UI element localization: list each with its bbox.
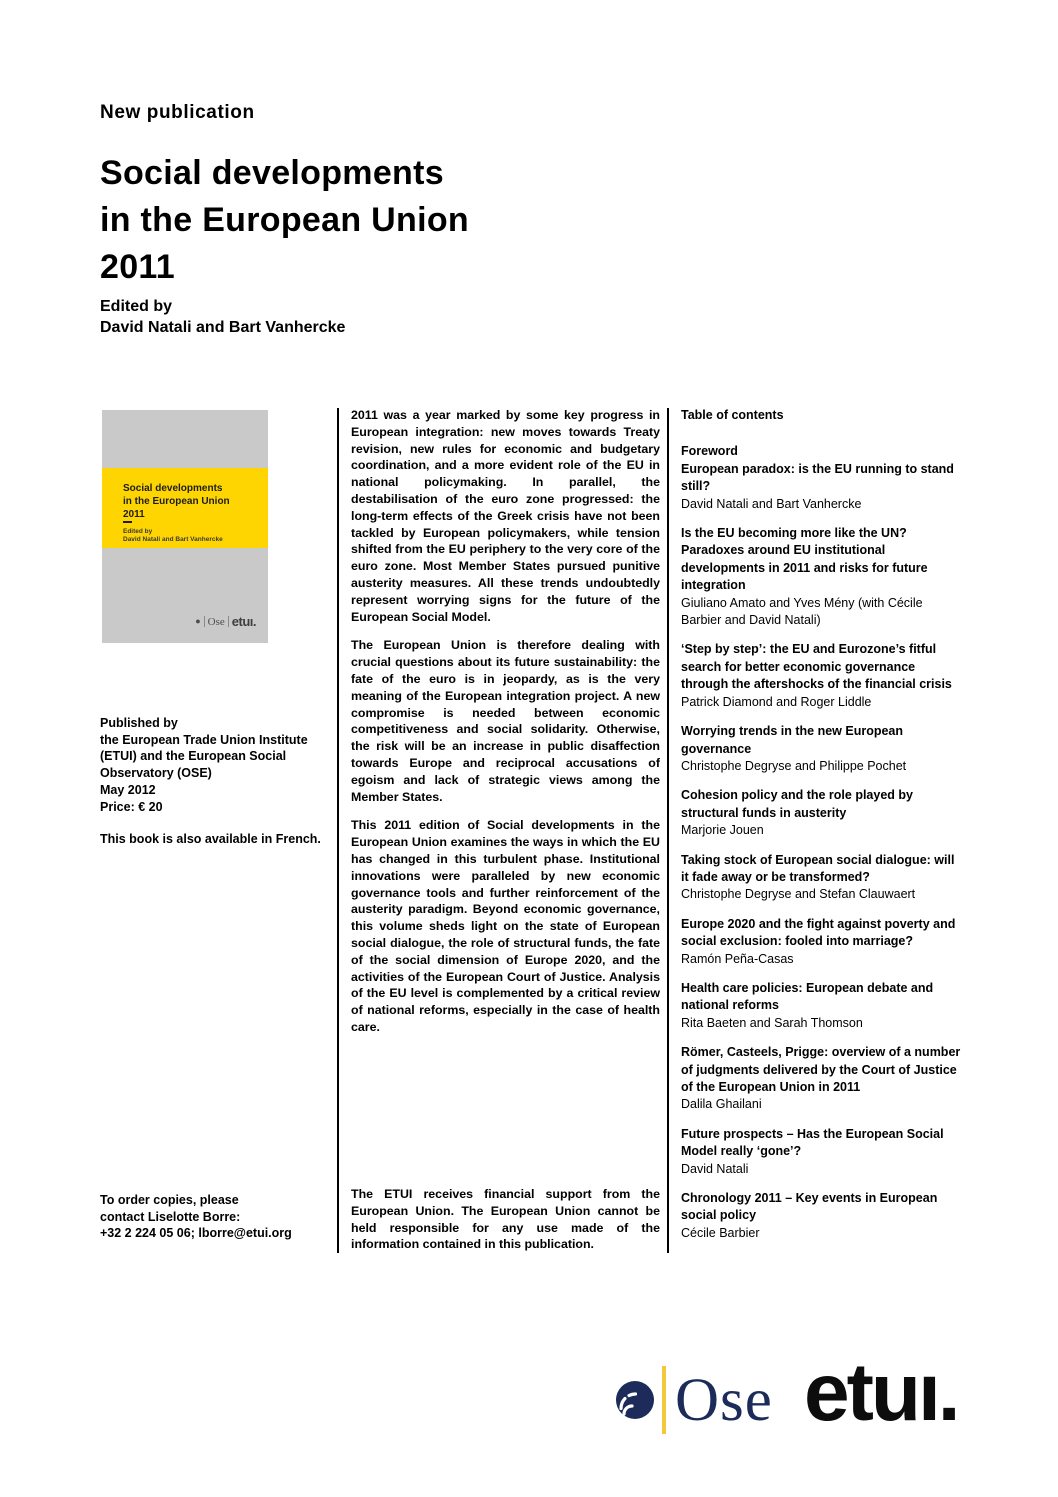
description-paragraph: This 2011 edition of Social developments in the European Union examines the ways in which the EU has changed in this turbulent phase. Institutional innovations were paralleled by new economic governance tools and further reinforcement of the austerity paradigm. Beyond economic governance, this volume sheds light on the state of European social dialogue, the role of structural funds, the fate of the social dimension of Europe 2020, and the activities of the European Court of Justice. Analysis of the EU level is complemented by a critical review of national reforms, especially in the case of health care.: [351, 818, 660, 1034]
publisher-name-line: Observatory (OSE): [100, 766, 212, 781]
book-cover-edited-by: [123, 528, 223, 544]
logo-separator: [204, 616, 205, 627]
page-title-line3: 2011: [100, 248, 175, 286]
availability-note: This book is also available in French.: [100, 832, 321, 846]
description-paragraph: 2011 was a year marked by some key progress in European integration: new moves towards Treaty revision, new rules for economic and budgetary coordination, and a more evident role of the EU in national policymaking. In parallel, the destabilisation of the euro zone progressed: the long-term effects of the Greek crisis have not been tackled by European policymakers, while tension shifted from the EU periphery to the very core of the euro zone. Most Member States pursued punitive austerity measures. All these trends undoubtedly represent worrying signs for the future of the European Social Model.: [351, 408, 660, 624]
toc-title: Worrying trends in the new European governance: [681, 724, 904, 756]
order-phone-email: +32 2 224 05 06; lborre@etui.org: [100, 1226, 292, 1241]
toc-entry: [681, 1126, 964, 1178]
ose-wordmark: Ose: [675, 1366, 773, 1434]
toc-title: Health care policies: European debate and national reforms: [681, 980, 934, 1013]
price: Price: € 20: [100, 799, 163, 814]
etui-wordmark: etuı.: [804, 1347, 958, 1438]
book-cover-dash: [123, 521, 132, 523]
order-line: To order copies, please: [100, 1193, 239, 1207]
book-cover-publisher-logos: [195, 614, 256, 629]
toc-title: Future prospects – Has the European Social Model really ‘gone’?: [681, 1126, 944, 1159]
toc-entry: [681, 787, 964, 839]
toc-entry: [681, 916, 964, 968]
funding-disclaimer: The ETUI receives financial support from the European Union. The European Union cannot be held responsible for any use made of the information contained in this publication.: [351, 1187, 660, 1252]
toc-entry: [681, 1044, 964, 1114]
ose-globe-icon: [616, 1381, 654, 1419]
toc-authors: Christophe Degryse and Philippe Pochet: [681, 758, 907, 773]
edited-by-block: [100, 296, 345, 338]
toc-entry: [681, 723, 964, 775]
description-column: [351, 407, 660, 1048]
toc-title: Europe 2020 and the fight against poverty and social exclusion: fooled into marriage?: [681, 916, 956, 949]
book-cover-title: [123, 482, 230, 521]
book-cover-title-line1: Social developments: [123, 483, 223, 494]
toc-kicker: Foreword: [681, 444, 738, 459]
divider-line-left: [337, 408, 339, 1253]
toc-entry: [681, 525, 964, 629]
table-of-contents: [681, 407, 964, 1254]
edited-by-label: Edited by: [100, 298, 173, 315]
toc-entry: [681, 641, 964, 711]
book-cover-title-line3: 2011: [123, 509, 145, 520]
publication-date: May 2012: [100, 782, 156, 797]
toc-authors: David Natali and Bart Vanhercke: [681, 496, 862, 511]
toc-title: ‘Step by step’: the EU and Eurozone’s fitful search for better economic governance through the aftershocks of the financial crisis: [681, 642, 952, 692]
toc-title: Taking stock of European social dialogue: will it fade away or be transformed?: [681, 852, 955, 884]
toc-authors: Rita Baeten and Sarah Thomson: [681, 1015, 863, 1030]
editors-names: David Natali and Bart Vanhercke: [100, 319, 346, 336]
ose-yellow-bar: [662, 1366, 666, 1434]
etui-mini-logo: etuı.: [231, 614, 256, 629]
description-paragraph: The European Union is therefore dealing with crucial questions about its future sustainability: the fate of the euro is in jeopardy, as is the very meaning of the European integration project. A new compromise is needed between economic competitiveness and social solidarity. Otherwise, the risk will be an increase in public disaffection towards Europe and reciprocal accusations of egoism and lack of strategic views among the Member States.: [351, 638, 660, 804]
published-by-block: [100, 715, 308, 815]
toc-authors: Marjorie Jouen: [681, 823, 764, 838]
ose-dot-icon: ●: [195, 616, 201, 626]
logo-separator: [228, 616, 229, 627]
published-by-label: Published by: [100, 716, 178, 730]
book-cover-editors: David Natali and Bart Vanhercke: [123, 536, 223, 543]
eyebrow: New publication: [100, 102, 255, 123]
page-title: [100, 150, 469, 291]
toc-authors: Dalila Ghailani: [681, 1097, 762, 1112]
toc-title: European paradox: is the EU running to stand still?: [681, 461, 954, 494]
toc-authors: Giuliano Amato and Yves Mény (with Cécile Barbier and David Natali): [681, 595, 923, 628]
toc-entry: [681, 443, 964, 513]
toc-authors: Patrick Diamond and Roger Liddle: [681, 694, 872, 709]
publisher-name-line: (ETUI) and the European Social: [100, 749, 287, 764]
toc-title: Cohesion policy and the role played by structural funds in austerity: [681, 788, 913, 820]
toc-entry: [681, 1190, 964, 1242]
publisher-name-line: the European Trade Union Institute: [100, 732, 308, 747]
ose-mini-logo: Ose: [207, 615, 225, 628]
toc-authors: Ramón Peña-Casas: [681, 951, 794, 966]
order-contact-block: [100, 1192, 292, 1242]
page-title-line2: in the European Union: [100, 201, 469, 239]
toc-entry: [681, 852, 964, 904]
book-cover-yellow-band: [102, 468, 268, 548]
toc-authors: David Natali: [681, 1161, 749, 1176]
book-cover-image: [102, 410, 268, 643]
toc-authors: Christophe Degryse and Stefan Clauwaert: [681, 887, 916, 902]
toc-title: Is the EU becoming more like the UN? Paradoxes around EU institutional developments in 2011 and risks for future integration: [681, 526, 928, 593]
order-contact-name: contact Liselotte Borre:: [100, 1209, 241, 1224]
toc-title: Römer, Casteels, Prigge: overview of a number of judgments delivered by the Court of Justice of the European Union in 2011: [681, 1045, 961, 1094]
toc-title: Chronology 2011 – Key events in European social policy: [681, 1191, 938, 1223]
book-cover-title-line2: in the European Union: [123, 496, 230, 507]
ose-logo: [616, 1364, 773, 1436]
toc-heading: Table of contents: [681, 408, 784, 422]
toc-entry: [681, 980, 964, 1032]
toc-authors: Cécile Barbier: [681, 1225, 760, 1240]
book-cover-edited-label: Edited by: [123, 528, 153, 535]
page-title-line1: Social developments: [100, 154, 444, 192]
divider-line-right: [667, 408, 669, 1253]
